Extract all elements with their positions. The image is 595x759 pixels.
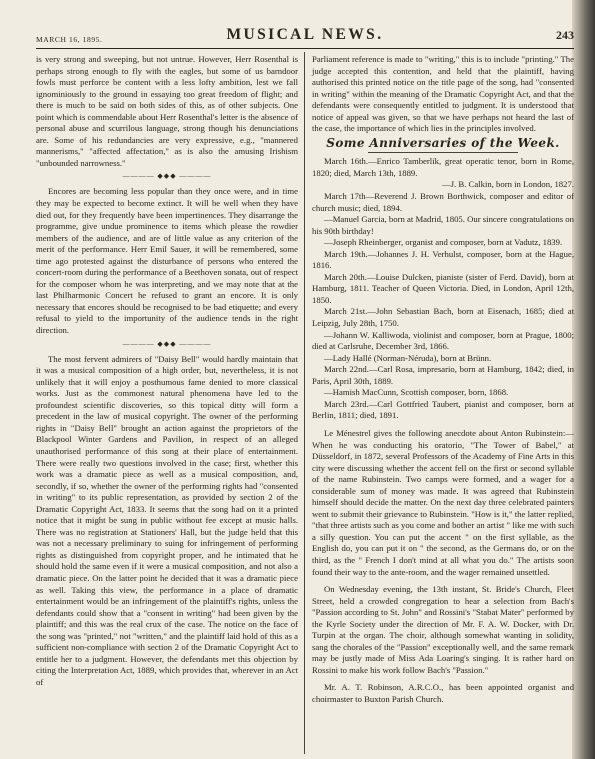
page-header bbox=[36, 24, 574, 46]
anniversary-entry: —Lady Hallé (Norman-Néruda), born at Brünn. bbox=[324, 352, 492, 363]
ornament-divider: ———— ◆◆◆ ———— bbox=[122, 339, 212, 348]
article-paragraph: Parliament reference is made to "writing," this is to include "printing." The judge accepted this contention, and held that the plaintiff, having authorised this printed notice on the title page of the song, had "consented in writing" within the meaning of the Dramatic Copyright Act, and that the defendants were consequently entitled to judgment. It is understood that notice of appeal was given, so that we have perhaps not heard the last of the case, the importance of which lies in the principles involved. bbox=[312, 54, 574, 134]
article-paragraph: The most fervent admirers of "Daisy Bell" would hardly maintain that it was a musical composition of a high order, but, nevertheless, it is not unlikely that it will enjoy a posthumous fame denied to more classical works. Just as the commonest natural phenomena have led to the profoundest scientific discoveries, so this topical ditty will form a precedent in the law of musical copyright. The owner of the performing rights in "Daisy Bell" brought an action against the proprietors of the Blackpool Winter Gardens and Pavilion, in respect of an alleged unauthorised performance of this song at their place of entertainment. There were really two questions involved in the case; first, whether this work was a dramatic piece as well as a musical composition, and, secondly, if so, whether the owner of the performing rights had "consented in writing" to its public representation, as provided by section 2 of the Dramatic Copyright Act, 1833. It seems that the song had on it a printed notice that it might be sung in public without fee except at music halls. There was no registration at Stationers' Hall, but the judge held that this was not a necessary preliminary to suing for infringement of performing rights as distinguished from copyright proper, and he intimated that he should hold the same even if it were a musical composition, and not also a dramatic piece. On the latter point he decided that it was a dramatic piece as well. Taking this view, the performance in a place of dramatic entertainment would be an infringement of the plaintiff's rights, unless the defendants could show that a "consent in writing" had been given by the plaintiff; and this was the real crux of the case. The notice on the face of the song was "printed," not "written," and the plaintiff laid hold of this as a sufficient non-compliance with section 2 of the Dramatic Copyright Act to entitle her to a judgment. However, the defendants met this objection by citing the Interpretation Act, 1889, which provides that, wherever in an Act of bbox=[36, 353, 298, 687]
anniversary-entry: March 21st.—John Sebastian Bach, born at Eisenach, 1685; died at Leipzig, July 28th, 1750. bbox=[312, 306, 574, 329]
article-paragraph: Mr. A. T. Robinson, A.R.C.O., has been appointed organist and choirmaster to Buxton Parish Church. bbox=[312, 682, 574, 704]
anniversary-entry: March 23rd.—Carl Gottfried Taubert, pianist and composer, born at Berlin, 1811; died, 1891. bbox=[312, 398, 574, 421]
right-column bbox=[312, 54, 574, 706]
section-rule bbox=[368, 152, 518, 153]
column-divider bbox=[304, 52, 305, 754]
page-gutter-shadow bbox=[572, 0, 595, 759]
anniversary-entry: —Hamish MacCunn, Scottish composer, born, 1868. bbox=[324, 387, 509, 398]
ornament-divider: ———— ◆◆◆ ———— bbox=[122, 172, 212, 181]
header-rule bbox=[36, 48, 574, 49]
header-page-number: 243 bbox=[556, 28, 574, 42]
article-paragraph: Le Ménestrel gives the following anecdote about Anton Rubinstein:—When he was conducting his oratorio, "The Tower of Babel," at Düsseldorf, in 1872, several Professors of the Academy of Fine Arts in this city were discussing whether the accent fell on the first or second syllable of the name Rubinstein. Two camps were formed, and a wager for a considerable sum of money was made. It was agreed that Rubinstein himself should decide the matter. On the next day three celebrated painters went to submit their grievance to Rubinstein. "How is it," the latter replied, "that three artists such as you come and bother an artist " like me with such a silly question. You can put the accent " on the first syllable, as the English do, you can put it on " the second, as the Germans do, or on the third, as the " French I don't mind at all what you do." The artists soon found their way to the ante-room, and the wager remained unsettled. bbox=[312, 427, 574, 577]
article-paragraph: Encores are becoming less popular than they once were, and in time they may be expected to become extinct. It will be well when they have died out, for they frequently have been impertinences. They disarrange the programme, give undue prominence to items which please the rowdier members of the audience, and are of little value as any criterion of the merit of the performance. Herr Emil Sauer, it will be remembered, some time ago protested against the disturbance of persons who entered the concert-room during the performance of a Beethoven sonata, out of respect for the composer whom he was interpreting, and we may note that at the last Philharmonic Concert he refused to grant an encore. It is only necessary that encores should be recognised to be bad etiquette; and every refusal to yield to the importunity of the audience tends in the right direction. bbox=[36, 186, 298, 336]
left-column bbox=[36, 54, 298, 688]
anniversary-entry: March 22nd.—Carl Rosa, impresario, born at Hamburg, 1842; died, in Paris, April 30th, 1889. bbox=[312, 364, 574, 386]
anniversary-entry: —J. B. Calkin, born in London, 1827. bbox=[441, 179, 574, 190]
anniversary-entry: March 17th—Reverend J. Brown Borthwick, composer and editor of church music; died, 1894. bbox=[312, 191, 574, 213]
anniversary-entry: March 16th.—Enrico Tamberlik, great operatic tenor, born in Rome, 1820; died, March 13th, 1889. bbox=[312, 156, 574, 178]
anniversaries-list bbox=[312, 156, 574, 422]
header-title: MUSICAL NEWS. bbox=[226, 26, 384, 43]
anniversary-entry: March 19th.—Johannes J. H. Verhulst, composer, born at the Hague, 1816. bbox=[312, 248, 574, 271]
header-date: MARCH 16, 1895. bbox=[36, 35, 103, 44]
anniversary-entry: March 20th.—Louise Dulcken, pianiste (sister of Ferd. David), born at Hamburg, 1811. Teacher of Queen Victoria. Died, in London, April 12th, 1850. bbox=[312, 271, 574, 305]
article-paragraph: On Wednesday evening, the 13th instant, St. Bride's Church, Fleet Street, held a crowded congregation to hear a selection from Bach's "Passion according to St. John" and Rossini's "Stabat Mater" performed by the Kyrle Society under the direction of Mr. F. A. W. Docker, with Dr. Turpin at the organ. The choir, although somewhat wanting in solidity, sang the chorales of the "Passion" exceptionally well, and the same remark may be justly made of Miss Ada Loaring's singing. It is rather hard on Rossini to make his work follow Bach's "Passion." bbox=[312, 584, 574, 675]
anniversary-entry: —Joseph Rheinberger, organist and composer, born at Vadutz, 1839. bbox=[324, 237, 563, 248]
section-title: Some Anniversaries of the Week. bbox=[326, 135, 560, 150]
anniversary-entry: —Manuel Garcia, born at Madrid, 1805. Our sincere congratulations on his 90th birthday! bbox=[312, 214, 574, 236]
article-paragraph: is very strong and sweeping, but not untrue. However, Herr Rosenthal is perhaps strong enough to fly with the eagles, but some of us barndoor fowls must perforce be content with a less lofty ambition, lest we fall ignominiously to the ground in essaying too great freedom of flight; and there is much to be said on both sides of this, as of other subjects. One point which is commendable about Herr Rosenthal's letter is the absence of personal abuse and scurrilous language, strong though his denunciations are. Some of his redundancies are very expressive, e.g., "mannered mannerisms," "affected affectation," as is also the amusing Irishism "unbounded narrowness." bbox=[36, 54, 298, 168]
anniversary-entry: —Johann W. Kalliwoda, violinist and composer, born at Prague, 1800; died at Carlsruhe, December 3rd, 1866. bbox=[312, 329, 574, 352]
